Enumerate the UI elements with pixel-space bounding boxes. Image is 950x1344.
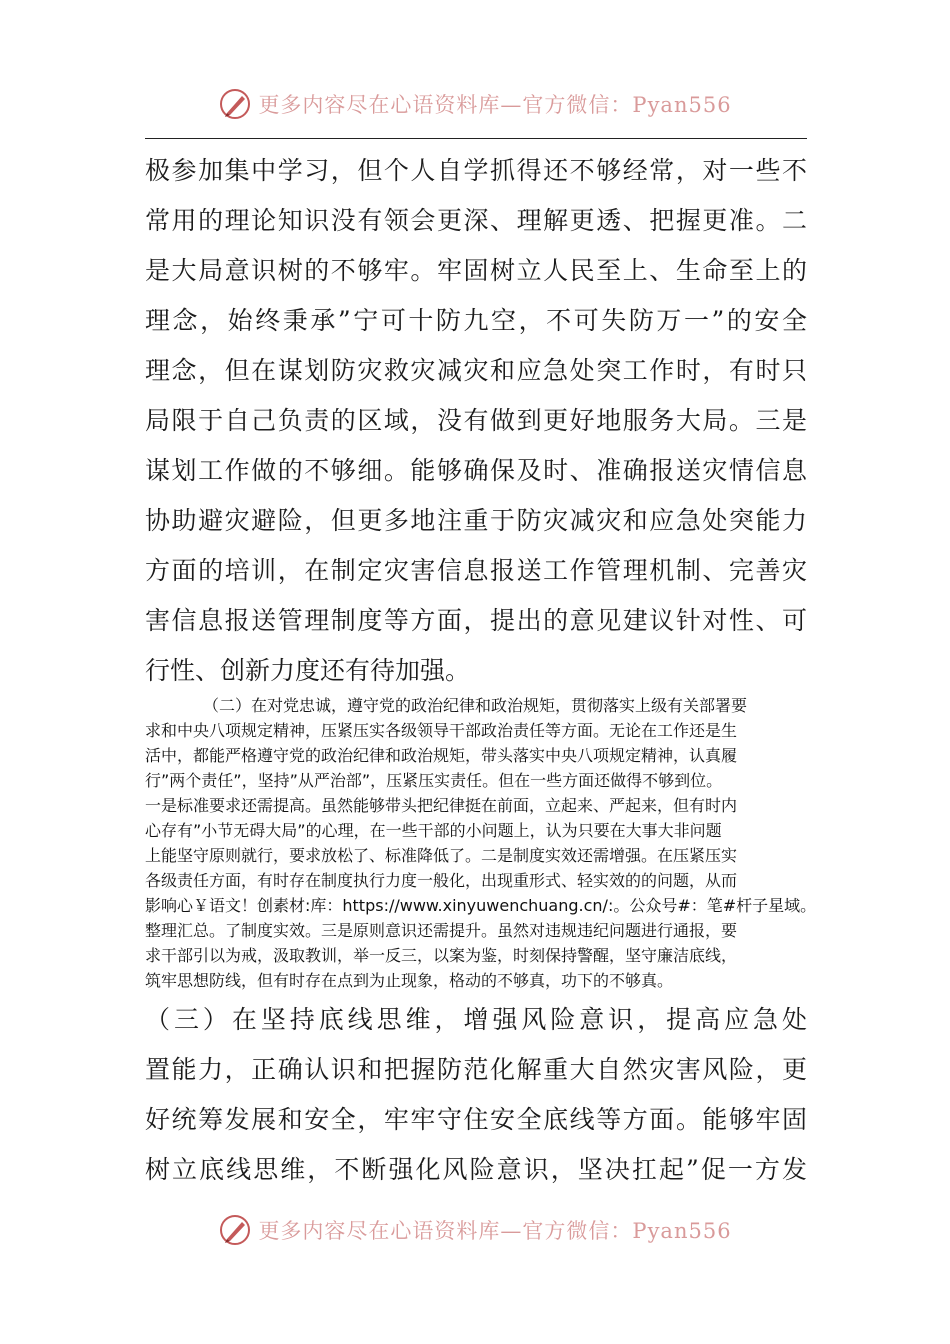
text-line: 心存有”小节无碍大局”的心理，在一些干部的小问题上，认为只要在大事大非问题 bbox=[145, 821, 722, 840]
text-line: 是大局意识树的不够牢。牢固树立人民至上、生命至上的 bbox=[145, 256, 807, 285]
paragraph-2 bbox=[145, 693, 817, 993]
text-line: 协助避灾避险，但更多地注重于防灾减灾和应急处突能力 bbox=[145, 506, 807, 535]
text-line: 极参加集中学习，但个人自学抓得还不够经常，对一些不 bbox=[145, 156, 807, 185]
pen-circle-logo-icon bbox=[218, 1213, 252, 1247]
header-banner-text: 更多内容尽在心语资料库—官方微信：Pyan556 bbox=[258, 93, 732, 117]
paragraph-1 bbox=[145, 146, 807, 696]
footer-banner-text: 更多内容尽在心语资料库—官方微信：Pyan556 bbox=[258, 1219, 732, 1243]
paragraph-3 bbox=[145, 995, 807, 1195]
footer-banner bbox=[0, 1208, 950, 1252]
text-line: 求干部引以为戒，汲取教训，举一反三，以案为鉴，时刻保持警醒，坚守廉洁底线， bbox=[145, 946, 738, 965]
text-line: 各级责任方面，有时存在制度执行力度一般化，出现重形式、轻实效的的问题，从而 bbox=[145, 871, 738, 890]
text-line: 一是标准要求还需提高。虽然能够带头把纪律挺在前面，立起来、严起来，但有时内 bbox=[145, 796, 738, 815]
text-line: 筑牢思想防线，但有时存在点到为止现象，格动的不够真，功下的不够真。 bbox=[145, 971, 674, 990]
text-line: 局限于自己负责的区域，没有做到更好地服务大局。三是 bbox=[145, 406, 807, 435]
text-line: 谋划工作做的不够细。能够确保及时、准确报送灾情信息 bbox=[145, 456, 807, 485]
text-line: 方面的培训，在制定灾害信息报送工作管理机制、完善灾 bbox=[145, 556, 807, 585]
text-line: 上能坚守原则就行，要求放松了、标准降低了。二是制度实效还需增强。在压紧压实 bbox=[145, 846, 738, 865]
text-line: 理念，始终秉承”宁可十防九空，不可失防万一”的安全 bbox=[145, 306, 807, 335]
text-line: 求和中央八项规定精神，压紧压实各级领导干部政治责任等方面。无论在工作还是生 bbox=[145, 721, 738, 740]
header-divider bbox=[145, 138, 807, 139]
text-line: （二）在对党忠诚，遵守党的政治纪律和政治规矩，贯彻落实上级有关部署要 bbox=[203, 696, 748, 715]
text-line: （三）在坚持底线思维，增强风险意识，提高应急处 bbox=[145, 1005, 807, 1034]
text-line: 整理汇总。了制度实效。三是原则意识还需提升。虽然对违规违纪问题进行通报，要 bbox=[145, 921, 738, 940]
text-line: 理念，但在谋划防灾救灾减灾和应急处突工作时，有时只 bbox=[145, 356, 807, 385]
text-line: 活中，都能严格遵守党的政治纪律和政治规矩，带头落实中央八项规定精神，认真履 bbox=[145, 746, 738, 765]
text-line: 置能力，正确认识和把握防范化解重大自然灾害风险，更 bbox=[145, 1055, 807, 1084]
text-line: 好统筹发展和安全，牢牢守住安全底线等方面。能够牢固 bbox=[145, 1105, 807, 1134]
text-line: 常用的理论知识没有领会更深、理解更透、把握更准。二 bbox=[145, 206, 807, 235]
text-line: 行性、创新力度还有待加强。 bbox=[145, 656, 471, 685]
text-line: 行”两个责任”，坚持”从严治部”，压紧压实责任。但在一些方面还做得不够到位。 bbox=[145, 771, 723, 790]
text-line: 害信息报送管理制度等方面，提出的意见建议针对性、可 bbox=[145, 606, 807, 635]
pen-circle-logo-icon bbox=[218, 87, 252, 121]
header-banner bbox=[0, 82, 950, 126]
text-line: 树立底线思维，不断强化风险意识，坚决扛起”促一方发 bbox=[145, 1155, 807, 1184]
text-line: 影响心￥语文！创素材:库：https://www.xinyuwenchuang.cn/:。公众号#：笔#杆子星域。 bbox=[145, 896, 817, 915]
